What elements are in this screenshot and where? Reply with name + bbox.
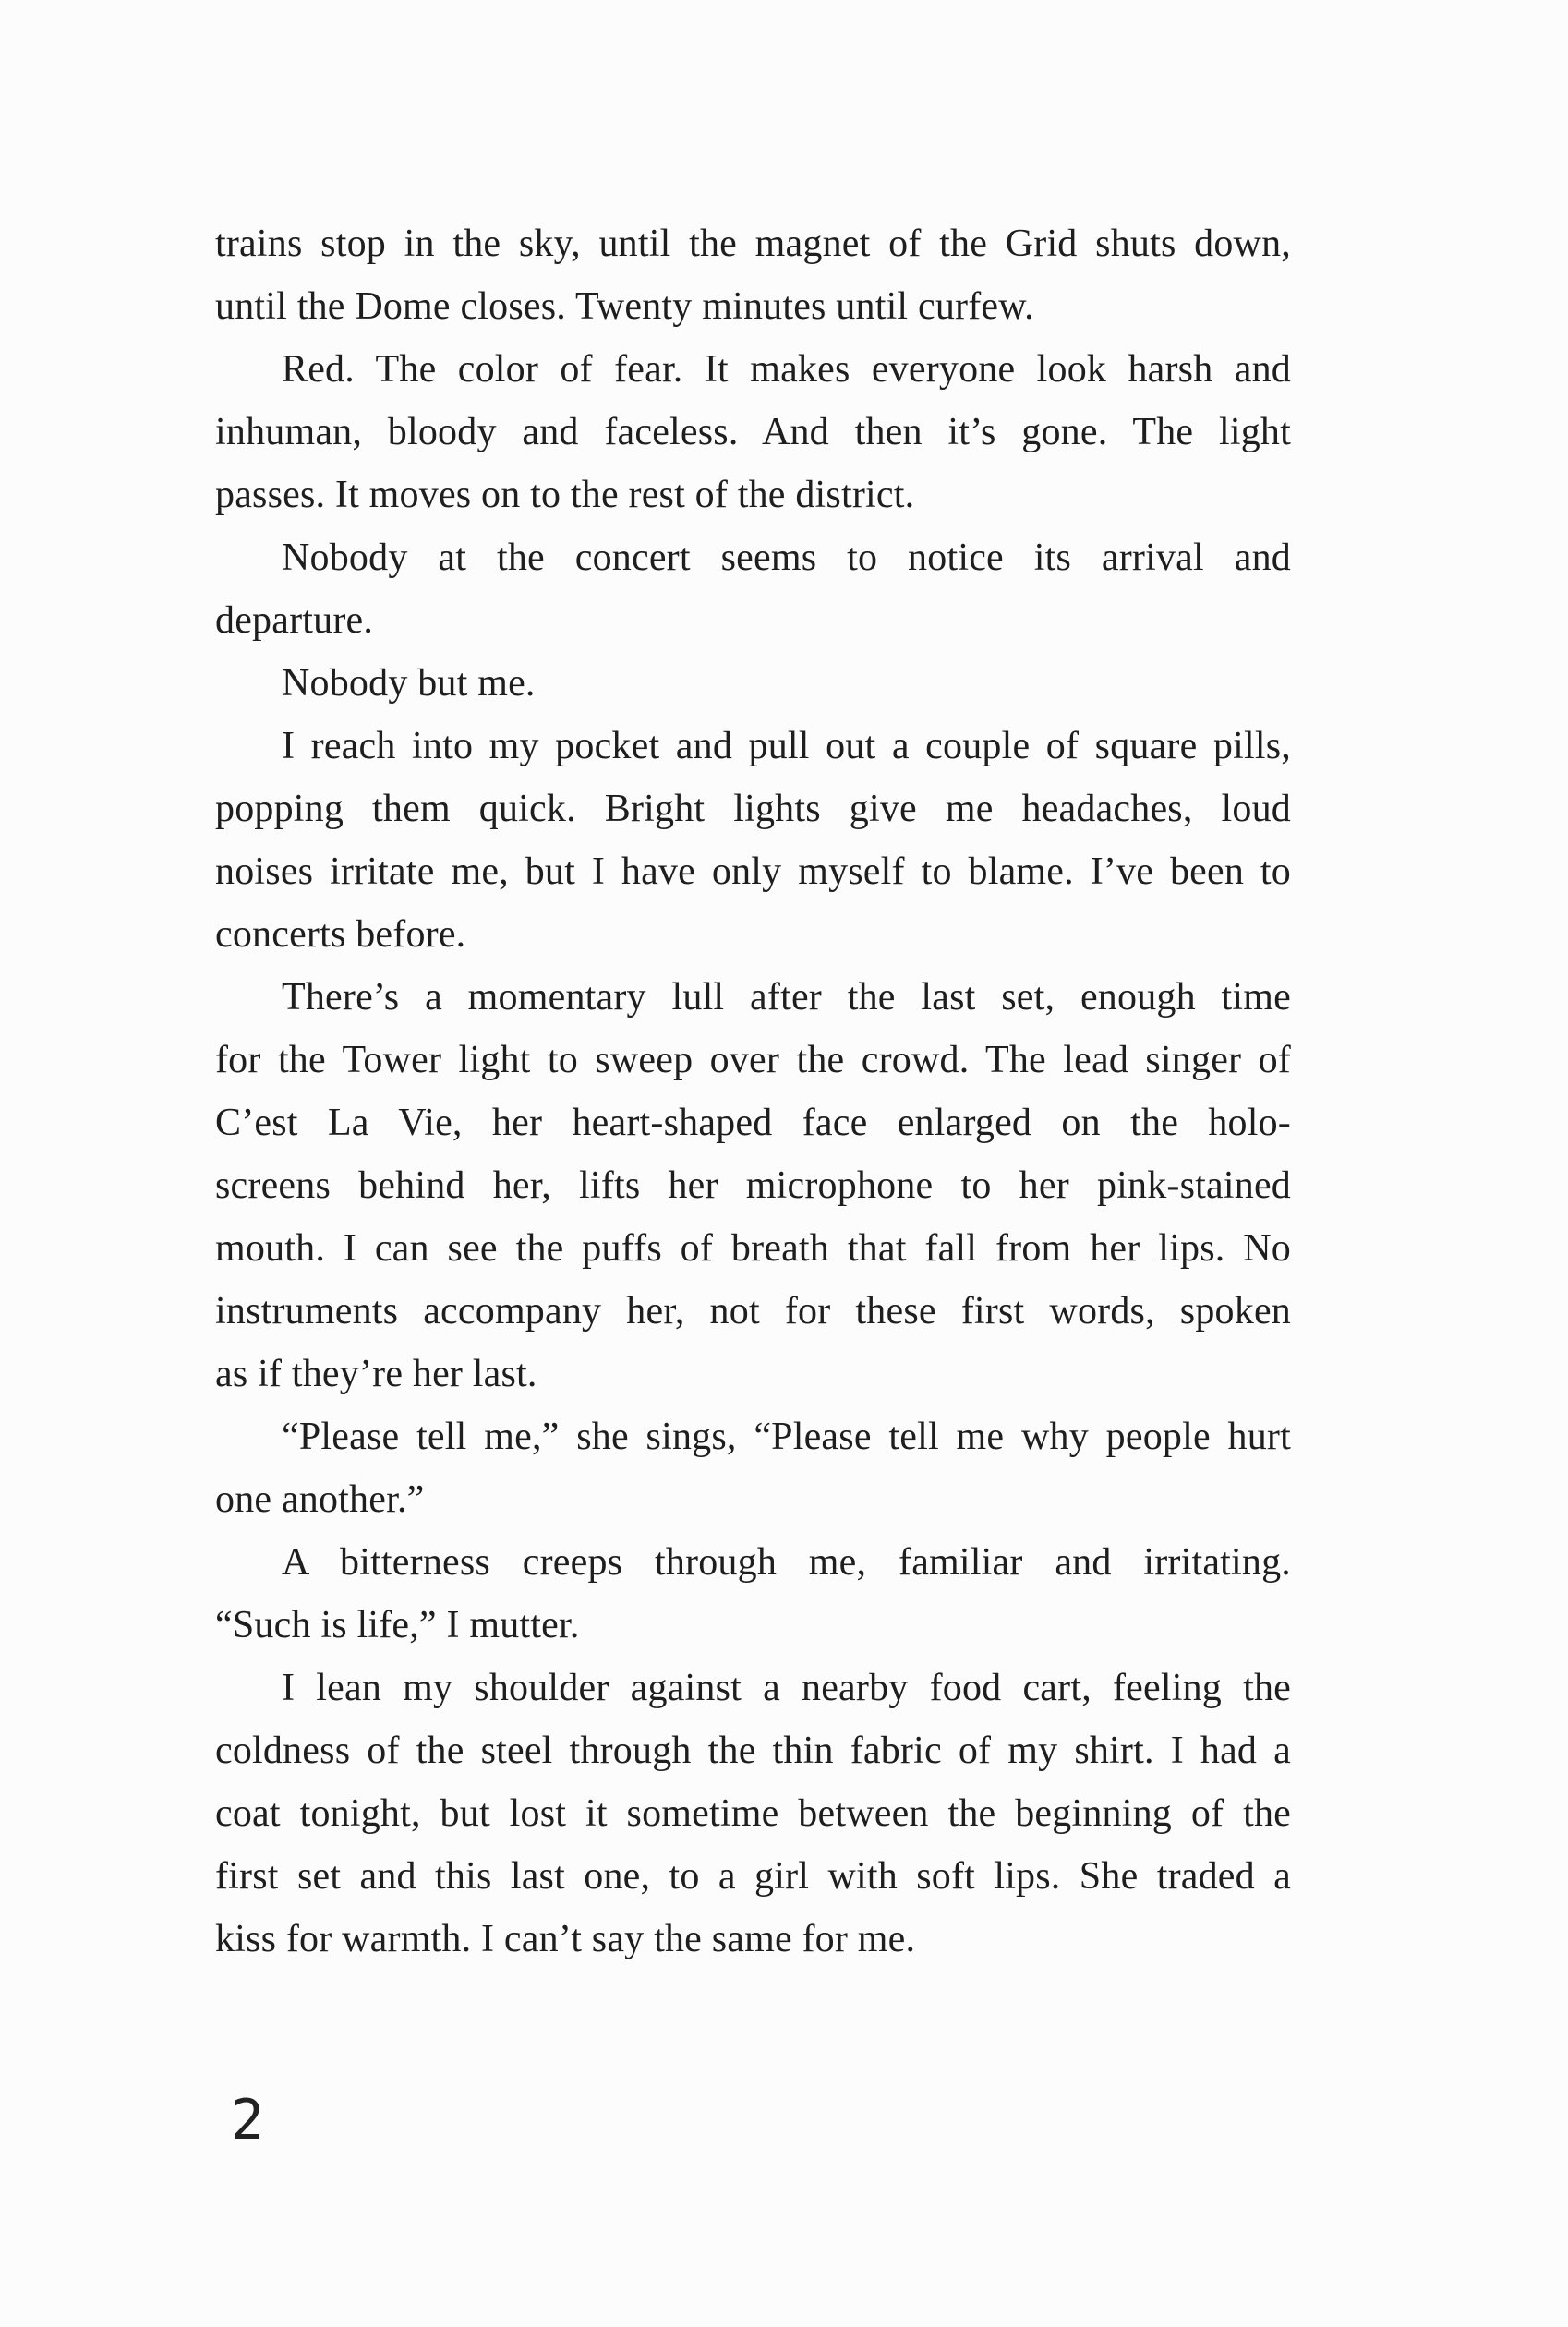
text-line: passes. It moves on to the rest of the district. (215, 474, 915, 516)
text-line: until the Dome closes. Twenty minutes until curfew. (215, 285, 1034, 328)
text-line: Red. The color of fear. It makes everyone look harsh and (282, 348, 1291, 391)
text-block (215, 212, 1291, 1971)
text-line: noises irritate me, but I have only myself to blame. I’ve been to (215, 850, 1291, 893)
text-line: kiss for warmth. I can’t say the same for me. (215, 1918, 916, 1960)
text-line: Nobody but me. (282, 662, 536, 705)
text-line: C’est La Vie, her heart-shaped face enlarged on the holo- (215, 1102, 1291, 1144)
text-line: coat tonight, but lost it sometime between the beginning of the (215, 1792, 1291, 1835)
text-line: departure. (215, 599, 374, 642)
text-line: mouth. I can see the puffs of breath that fall from her lips. No (215, 1227, 1291, 1270)
text-line: “Such is life,” I mutter. (215, 1604, 580, 1646)
text-line: Nobody at the concert seems to notice its arrival and (282, 537, 1291, 579)
text-line: trains stop in the sky, until the magnet of the Grid shuts down, (215, 223, 1291, 265)
text-line: screens behind her, lifts her microphone to her pink-stained (215, 1164, 1291, 1207)
text-line: first set and this last one, to a girl with soft lips. She traded a (215, 1855, 1291, 1898)
text-line: I lean my shoulder against a nearby food cart, feeling the (282, 1667, 1291, 1709)
text-line: popping them quick. Bright lights give me headaches, loud (215, 788, 1291, 830)
text-line: There’s a momentary lull after the last set, enough time (282, 976, 1291, 1019)
text-line: instruments accompany her, not for these first words, spoken (215, 1290, 1291, 1332)
text-line: coldness of the steel through the thin fabric of my shirt. I had a (215, 1730, 1291, 1772)
text-line: for the Tower light to sweep over the crowd. The lead singer of (215, 1039, 1291, 1081)
text-line: inhuman, bloody and faceless. And then it’s gone. The light (215, 411, 1291, 453)
page-number: 2 (231, 2088, 265, 2152)
text-line: one another.” (215, 1478, 425, 1521)
text-line: concerts before. (215, 913, 466, 956)
text-line: as if they’re her last. (215, 1353, 537, 1395)
text-line: I reach into my pocket and pull out a couple of square pills, (282, 725, 1291, 767)
text-line: A bitterness creeps through me, familiar and irritating. (282, 1541, 1291, 1584)
text-line: “Please tell me,” she sings, “Please tell me why people hurt (282, 1416, 1291, 1458)
